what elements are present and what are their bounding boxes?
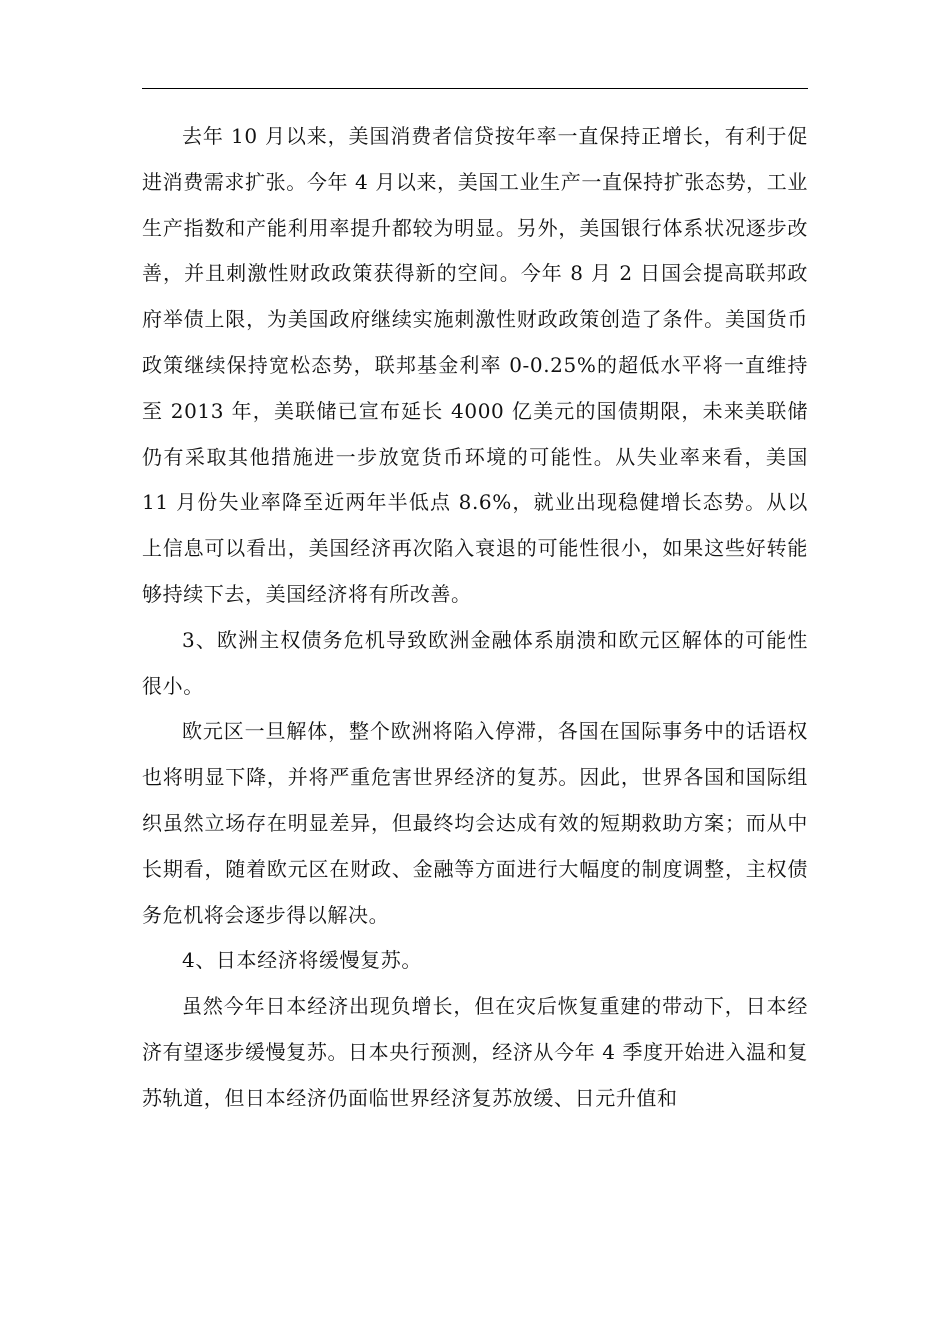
paragraph-us-economy: 去年 10 月以来，美国消费者信贷按年率一直保持正增长，有利于促进消费需求扩张。今年 4 月以来，美国工业生产一直保持扩张态势，工业生产指数和产能利用率提升都较为明显。另外，美国银行体系状况逐步改善，并且刺激性财政政策获得新的空间。今年 8 月 2 日国会提高联邦政府举债上限，为美国政府继续实施刺激性财政政策创造了条件。美国货币政策继续保持宽松态势，联邦基金利率 0-0.25%的超低水平将一直维持至 2013 年，美联储已宣布延长 4000 亿美元的国债期限，未来美联储仍有采取其他措施进一步放宽货币环境的可能性。从失业率来看，美国 11 月份失业率降至近两年半低点 8.6%，就业出现稳健增长态势。从以上信息可以看出，美国经济再次陷入衰退的可能性很小，如果这些好转能够持续下去，美国经济将有所改善。 [142, 124, 808, 606]
header-rule [142, 88, 808, 89]
paragraph-eurozone: 欧元区一旦解体，整个欧洲将陷入停滞，各国在国际事务中的话语权也将明显下降，并将严重危害世界经济的复苏。因此，世界各国和国际组织虽然立场存在明显差异，但最终均会达成有效的短期救助方案；而从中长期看，随着欧元区在财政、金融等方面进行大幅度的制度调整，主权债务危机将会逐步得以解决。 [142, 719, 808, 927]
heading-japan-economy: 4、日本经济将缓慢复苏。 [182, 948, 422, 973]
heading-europe-debt: 3、欧洲主权债务危机导致欧洲金融体系崩溃和欧元区解体的可能性很小。 [142, 627, 808, 698]
paragraph-japan: 虽然今年日本经济出现负增长，但在灾后恢复重建的带动下，日本经济有望逐步缓慢复苏。日本央行预测，经济从今年 4 季度开始进入温和复苏轨道，但日本经济仍面临世界经济复苏放缓、日元升值和 [142, 994, 808, 1110]
document-body [142, 114, 808, 1122]
